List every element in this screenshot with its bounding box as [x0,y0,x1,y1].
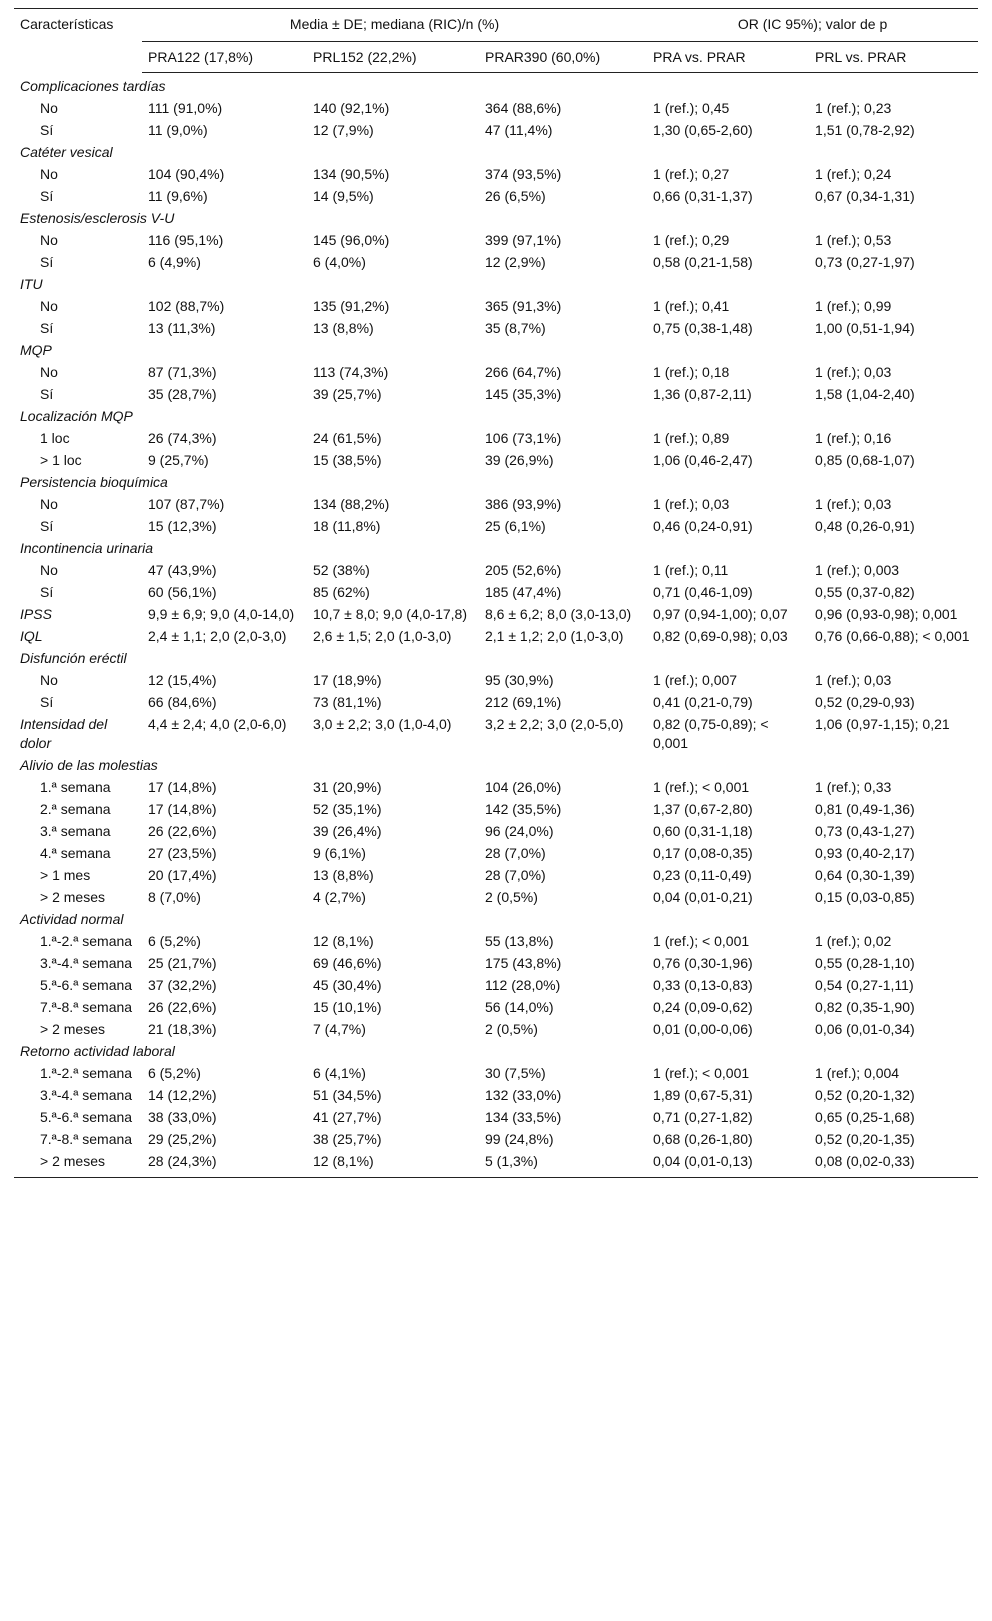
cell-value: 39 (26,9%) [485,452,554,468]
cell-value: 2 (0,5%) [485,1021,538,1037]
cell-value: 24 (61,5%) [313,430,382,446]
table-row [14,251,978,273]
cell-value: 28 (7,0%) [485,845,546,861]
cell-value: 205 (52,6%) [485,562,562,578]
row-label: No [40,364,58,380]
cell-value: 1 (ref.); 0,99 [815,298,892,314]
table-row [14,493,978,515]
cell-value: 0,93 (0,40-2,17) [815,845,915,861]
cell-value: 12 (8,1%) [313,933,374,949]
cell-value: 0,81 (0,49-1,36) [815,801,915,817]
cell-value: 1 (ref.); 0,53 [815,232,892,248]
cell-value: 399 (97,1%) [485,232,562,248]
row-label: No [40,298,58,314]
row-label: Sí [40,254,54,270]
cell-value: 2 (0,5%) [485,889,538,905]
cell-value: 1,06 (0,46-2,47) [653,452,753,468]
table-row [14,383,978,405]
cell-value: 1 (ref.); 0,24 [815,166,892,182]
table-row [14,820,978,842]
row-label: > 2 meses [40,889,105,905]
cell-value: 1,06 (0,97-1,15); 0,21 [815,716,950,732]
cell-value: 3,0 ± 2,2; 3,0 (1,0-4,0) [313,716,452,732]
table-row [14,1106,978,1128]
cell-value: 13 (11,3%) [148,320,216,336]
table-row [14,776,978,798]
section-label: Catéter vesical [20,144,113,160]
cell-value: 1 (ref.); < 0,001 [653,1065,750,1081]
cell-value: 8 (7,0%) [148,889,201,905]
cell-value: 15 (10,1%) [313,999,382,1015]
cell-value: 1,00 (0,51-1,94) [815,320,915,336]
table-row [14,581,978,603]
header-characteristics: Características [20,16,114,32]
row-label: Sí [40,584,54,600]
cell-value: 113 (74,3%) [313,364,389,380]
cell-value: 0,68 (0,26-1,80) [653,1131,753,1147]
cell-value: 1 (ref.); 0,03 [815,496,892,512]
row-label: 1.ª-2.ª semana [40,933,133,949]
cell-value: 0,75 (0,38-1,48) [653,320,753,336]
cell-value: 212 (69,1%) [485,694,562,710]
cell-value: 47 (43,9%) [148,562,217,578]
section-label: Complicaciones tardías [20,78,166,94]
table-row [14,603,978,625]
cell-value: 1 (ref.); < 0,001 [653,779,750,795]
table-row [14,163,978,185]
cell-value: 0,71 (0,46-1,09) [653,584,753,600]
cell-value: 145 (96,0%) [313,232,390,248]
cell-value: 0,23 (0,11-0,49) [653,867,752,883]
cell-value: 14 (12,2%) [148,1087,217,1103]
cell-value: 0,55 (0,28-1,10) [815,955,915,971]
results-table-container [14,8,978,1178]
section-row [14,73,978,98]
cell-value: 12 (7,9%) [313,122,374,138]
cell-value: 39 (25,7%) [313,386,382,402]
cell-value: 0,24 (0,09-0,62) [653,999,753,1015]
header-col-prl: PRL152 (22,2%) [307,42,479,73]
table-row [14,97,978,119]
row-label: 1.ª-2.ª semana [40,1065,133,1081]
cell-value: 1 (ref.); 0,33 [815,779,892,795]
header-col-prar: PRAR390 (60,0%) [479,42,647,73]
section-row [14,273,978,295]
cell-value: 0,66 (0,31-1,37) [653,188,753,204]
cell-value: 1 (ref.); 0,004 [815,1065,900,1081]
cell-value: 20 (17,4%) [148,867,217,883]
row-label: No [40,496,58,512]
cell-value: 13 (8,8%) [313,320,374,336]
cell-value: 0,46 (0,24-0,91) [653,518,753,534]
table-row [14,713,978,754]
cell-value: 47 (11,4%) [485,122,553,138]
row-label: No [40,232,58,248]
cell-value: 15 (38,5%) [313,452,382,468]
table-row [14,427,978,449]
cell-value: 132 (33,0%) [485,1087,562,1103]
cell-value: 0,82 (0,75-0,89); < 0,001 [653,716,769,751]
row-label: No [40,100,58,116]
cell-value: 9 (6,1%) [313,845,366,861]
row-label: 1 loc [40,430,70,446]
cell-value: 8,6 ± 6,2; 8,0 (3,0-13,0) [485,606,632,622]
cell-value: 0,58 (0,21-1,58) [653,254,753,270]
table-row [14,930,978,952]
cell-value: 29 (25,2%) [148,1131,217,1147]
cell-value: 4 (2,7%) [313,889,366,905]
cell-value: 1,89 (0,67-5,31) [653,1087,753,1103]
table-row [14,515,978,537]
row-label: > 1 loc [40,452,82,468]
cell-value: 0,82 (0,35-1,90) [815,999,915,1015]
cell-value: 0,82 (0,69-0,98); 0,03 [653,628,788,644]
header-col-pra: PRA122 (17,8%) [142,42,307,73]
header-or-group: OR (IC 95%); valor de p [647,9,978,42]
cell-value: 26 (6,5%) [485,188,546,204]
row-label: 1.ª semana [40,779,111,795]
cell-value: 12 (8,1%) [313,1153,374,1169]
cell-value: 1 (ref.); 0,27 [653,166,730,182]
table-row [14,1128,978,1150]
cell-value: 26 (22,6%) [148,999,217,1015]
cell-value: 6 (5,2%) [148,933,201,949]
table-row [14,625,978,647]
table-row [14,842,978,864]
table-row [14,1084,978,1106]
table-header [14,9,978,73]
section-label: Incontinencia urinaria [20,540,154,556]
cell-value: 35 (8,7%) [485,320,546,336]
cell-value: 2,4 ± 1,1; 2,0 (2,0-3,0) [148,628,287,644]
cell-value: 134 (90,5%) [313,166,390,182]
row-label: Intensidad del dolor [20,716,108,751]
cell-value: 0,04 (0,01-0,13) [653,1153,753,1169]
header-descriptive-group: Media ± DE; mediana (RIC)/n (%) [142,9,647,42]
cell-value: 41 (27,7%) [313,1109,382,1125]
section-label: Estenosis/esclerosis V-U [20,210,175,226]
cell-value: 15 (12,3%) [148,518,217,534]
cell-value: 386 (93,9%) [485,496,562,512]
cell-value: 374 (93,5%) [485,166,562,182]
cell-value: 134 (88,2%) [313,496,390,512]
section-row [14,908,978,930]
cell-value: 0,54 (0,27-1,11) [815,977,914,993]
cell-value: 30 (7,5%) [485,1065,546,1081]
cell-value: 0,33 (0,13-0,83) [653,977,753,993]
cell-value: 12 (2,9%) [485,254,546,270]
cell-value: 0,96 (0,93-0,98); 0,001 [815,606,958,622]
section-row [14,754,978,776]
cell-value: 1 (ref.); 0,003 [815,562,900,578]
section-row [14,471,978,493]
cell-value: 52 (38%) [313,562,370,578]
section-row [14,339,978,361]
row-label: Sí [40,694,54,710]
cell-value: 0,41 (0,21-0,79) [653,694,753,710]
cell-value: 0,04 (0,01-0,21) [653,889,753,905]
row-label: Sí [40,122,54,138]
cell-value: 112 (28,0%) [485,977,561,993]
cell-value: 1 (ref.); 0,23 [815,100,892,116]
row-label: 5.ª-6.ª semana [40,977,133,993]
cell-value: 135 (91,2%) [313,298,390,314]
cell-value: 52 (35,1%) [313,801,382,817]
row-label: 7.ª-8.ª semana [40,1131,133,1147]
table-row [14,996,978,1018]
table-row [14,295,978,317]
cell-value: 0,48 (0,26-0,91) [815,518,915,534]
cell-value: 21 (18,3%) [148,1021,217,1037]
cell-value: 140 (92,1%) [313,100,390,116]
cell-value: 266 (64,7%) [485,364,562,380]
cell-value: 0,71 (0,27-1,82) [653,1109,753,1125]
cell-value: 3,2 ± 2,2; 3,0 (2,0-5,0) [485,716,624,732]
cell-value: 31 (20,9%) [313,779,382,795]
cell-value: 107 (87,7%) [148,496,225,512]
cell-value: 0,01 (0,00-0,06) [653,1021,753,1037]
cell-value: 10,7 ± 8,0; 9,0 (4,0-17,8) [313,606,467,622]
cell-value: 142 (35,5%) [485,801,562,817]
cell-value: 13 (8,8%) [313,867,374,883]
cell-value: 0,52 (0,20-1,35) [815,1131,915,1147]
cell-value: 104 (90,4%) [148,166,225,182]
row-label: No [40,562,58,578]
row-label: > 2 meses [40,1153,105,1169]
table-row [14,798,978,820]
cell-value: 0,73 (0,43-1,27) [815,823,915,839]
cell-value: 1 (ref.); < 0,001 [653,933,750,949]
cell-value: 134 (33,5%) [485,1109,562,1125]
cell-value: 111 (91,0%) [148,100,223,116]
cell-value: 17 (14,8%) [148,779,217,795]
row-label: 3.ª-4.ª semana [40,1087,133,1103]
cell-value: 38 (33,0%) [148,1109,217,1125]
section-label: Localización MQP [20,408,133,424]
cell-value: 25 (21,7%) [148,955,217,971]
cell-value: 0,08 (0,02-0,33) [815,1153,915,1169]
cell-value: 1,58 (1,04-2,40) [815,386,915,402]
table-row [14,361,978,383]
cell-value: 6 (4,9%) [148,254,201,270]
cell-value: 4,4 ± 2,4; 4,0 (2,0-6,0) [148,716,287,732]
cell-value: 55 (13,8%) [485,933,554,949]
section-label: Disfunción eréctil [20,650,127,666]
cell-value: 37 (32,2%) [148,977,217,993]
section-label: ITU [20,276,43,292]
cell-value: 85 (62%) [313,584,370,600]
cell-value: 0,52 (0,20-1,32) [815,1087,915,1103]
cell-value: 14 (9,5%) [313,188,374,204]
cell-value: 39 (26,4%) [313,823,382,839]
row-label: 4.ª semana [40,845,111,861]
row-label: IPSS [20,606,52,622]
cell-value: 0,76 (0,30-1,96) [653,955,753,971]
row-label: 3.ª semana [40,823,111,839]
cell-value: 9 (25,7%) [148,452,209,468]
cell-value: 38 (25,7%) [313,1131,382,1147]
cell-value: 0,76 (0,66-0,88); < 0,001 [815,628,970,644]
cell-value: 0,67 (0,34-1,31) [815,188,915,204]
cell-value: 17 (14,8%) [148,801,217,817]
table-body [14,73,978,1178]
table-row [14,1150,978,1178]
cell-value: 95 (30,9%) [485,672,554,688]
cell-value: 18 (11,8%) [313,518,381,534]
cell-value: 0,17 (0,08-0,35) [653,845,753,861]
table-row [14,559,978,581]
row-label: IQL [20,628,43,644]
row-label: No [40,672,58,688]
section-row [14,647,978,669]
cell-value: 2,1 ± 1,2; 2,0 (1,0-3,0) [485,628,624,644]
row-label: Sí [40,188,54,204]
cell-value: 11 (9,0%) [148,122,208,138]
cell-value: 27 (23,5%) [148,845,217,861]
table-row [14,974,978,996]
results-table [14,8,978,1178]
row-label: 3.ª-4.ª semana [40,955,133,971]
section-row [14,537,978,559]
cell-value: 0,55 (0,37-0,82) [815,584,915,600]
cell-value: 106 (73,1%) [485,430,562,446]
cell-value: 56 (14,0%) [485,999,554,1015]
cell-value: 6 (4,0%) [313,254,366,270]
cell-value: 0,73 (0,27-1,97) [815,254,915,270]
cell-value: 60 (56,1%) [148,584,217,600]
cell-value: 1 (ref.); 0,03 [653,496,730,512]
cell-value: 365 (91,3%) [485,298,562,314]
cell-value: 28 (24,3%) [148,1153,217,1169]
cell-value: 1 (ref.); 0,11 [653,562,729,578]
table-row [14,952,978,974]
cell-value: 35 (28,7%) [148,386,217,402]
cell-value: 96 (24,0%) [485,823,554,839]
section-label: Retorno actividad laboral [20,1043,175,1059]
section-row [14,207,978,229]
cell-value: 69 (46,6%) [313,955,382,971]
cell-value: 1 (ref.); 0,02 [815,933,892,949]
cell-value: 1,36 (0,87-2,11) [653,386,752,402]
cell-value: 6 (4,1%) [313,1065,366,1081]
section-label: Actividad normal [20,911,124,927]
cell-value: 1 (ref.); 0,18 [653,364,730,380]
cell-value: 1,51 (0,78-2,92) [815,122,915,138]
cell-value: 1 (ref.); 0,29 [653,232,730,248]
table-row [14,864,978,886]
cell-value: 7 (4,7%) [313,1021,366,1037]
cell-value: 2,6 ± 1,5; 2,0 (1,0-3,0) [313,628,452,644]
row-label: Sí [40,320,54,336]
cell-value: 11 (9,6%) [148,188,208,204]
cell-value: 17 (18,9%) [313,672,382,688]
row-label: Sí [40,518,54,534]
section-label: MQP [20,342,52,358]
cell-value: 99 (24,8%) [485,1131,554,1147]
cell-value: 26 (22,6%) [148,823,217,839]
row-label: Sí [40,386,54,402]
table-row [14,669,978,691]
row-label: 7.ª-8.ª semana [40,999,133,1015]
table-row [14,119,978,141]
cell-value: 364 (88,6%) [485,100,562,116]
table-row [14,886,978,908]
cell-value: 45 (30,4%) [313,977,382,993]
cell-value: 1 (ref.); 0,41 [653,298,730,314]
cell-value: 51 (34,5%) [313,1087,382,1103]
cell-value: 26 (74,3%) [148,430,217,446]
cell-value: 87 (71,3%) [148,364,217,380]
cell-value: 1 (ref.); 0,45 [653,100,730,116]
section-row [14,1040,978,1062]
cell-value: 12 (15,4%) [148,672,217,688]
cell-value: 0,06 (0,01-0,34) [815,1021,915,1037]
header-col-pra-vs-prar: PRA vs. PRAR [647,42,809,73]
cell-value: 0,65 (0,25-1,68) [815,1109,915,1125]
table-row [14,691,978,713]
cell-value: 1 (ref.); 0,007 [653,672,738,688]
row-label: > 1 mes [40,867,91,883]
cell-value: 0,85 (0,68-1,07) [815,452,915,468]
cell-value: 116 (95,1%) [148,232,224,248]
cell-value: 185 (47,4%) [485,584,562,600]
row-label: > 2 meses [40,1021,105,1037]
row-label: 5.ª-6.ª semana [40,1109,133,1125]
section-row [14,141,978,163]
section-label: Alivio de las molestias [20,757,158,773]
cell-value: 145 (35,3%) [485,386,562,402]
table-row [14,1062,978,1084]
cell-value: 5 (1,3%) [485,1153,538,1169]
table-row [14,1018,978,1040]
cell-value: 6 (5,2%) [148,1065,201,1081]
row-label: No [40,166,58,182]
table-row [14,449,978,471]
cell-value: 25 (6,1%) [485,518,546,534]
table-row [14,185,978,207]
cell-value: 0,97 (0,94-1,00); 0,07 [653,606,788,622]
cell-value: 66 (84,6%) [148,694,217,710]
cell-value: 1,30 (0,65-2,60) [653,122,753,138]
row-label: 2.ª semana [40,801,111,817]
cell-value: 0,60 (0,31-1,18) [653,823,753,839]
cell-value: 104 (26,0%) [485,779,562,795]
section-row [14,405,978,427]
cell-value: 0,64 (0,30-1,39) [815,867,915,883]
cell-value: 175 (43,8%) [485,955,562,971]
cell-value: 28 (7,0%) [485,867,546,883]
cell-value: 1 (ref.); 0,03 [815,364,892,380]
cell-value: 9,9 ± 6,9; 9,0 (4,0-14,0) [148,606,295,622]
section-label: Persistencia bioquímica [20,474,168,490]
cell-value: 0,15 (0,03-0,85) [815,889,915,905]
header-col-prl-vs-prar: PRL vs. PRAR [809,42,978,73]
cell-value: 102 (88,7%) [148,298,225,314]
cell-value: 1 (ref.); 0,16 [815,430,892,446]
cell-value: 1,37 (0,67-2,80) [653,801,753,817]
cell-value: 1 (ref.); 0,03 [815,672,892,688]
cell-value: 0,52 (0,29-0,93) [815,694,915,710]
cell-value: 1 (ref.); 0,89 [653,430,730,446]
cell-value: 73 (81,1%) [313,694,382,710]
table-row [14,229,978,251]
table-row [14,317,978,339]
